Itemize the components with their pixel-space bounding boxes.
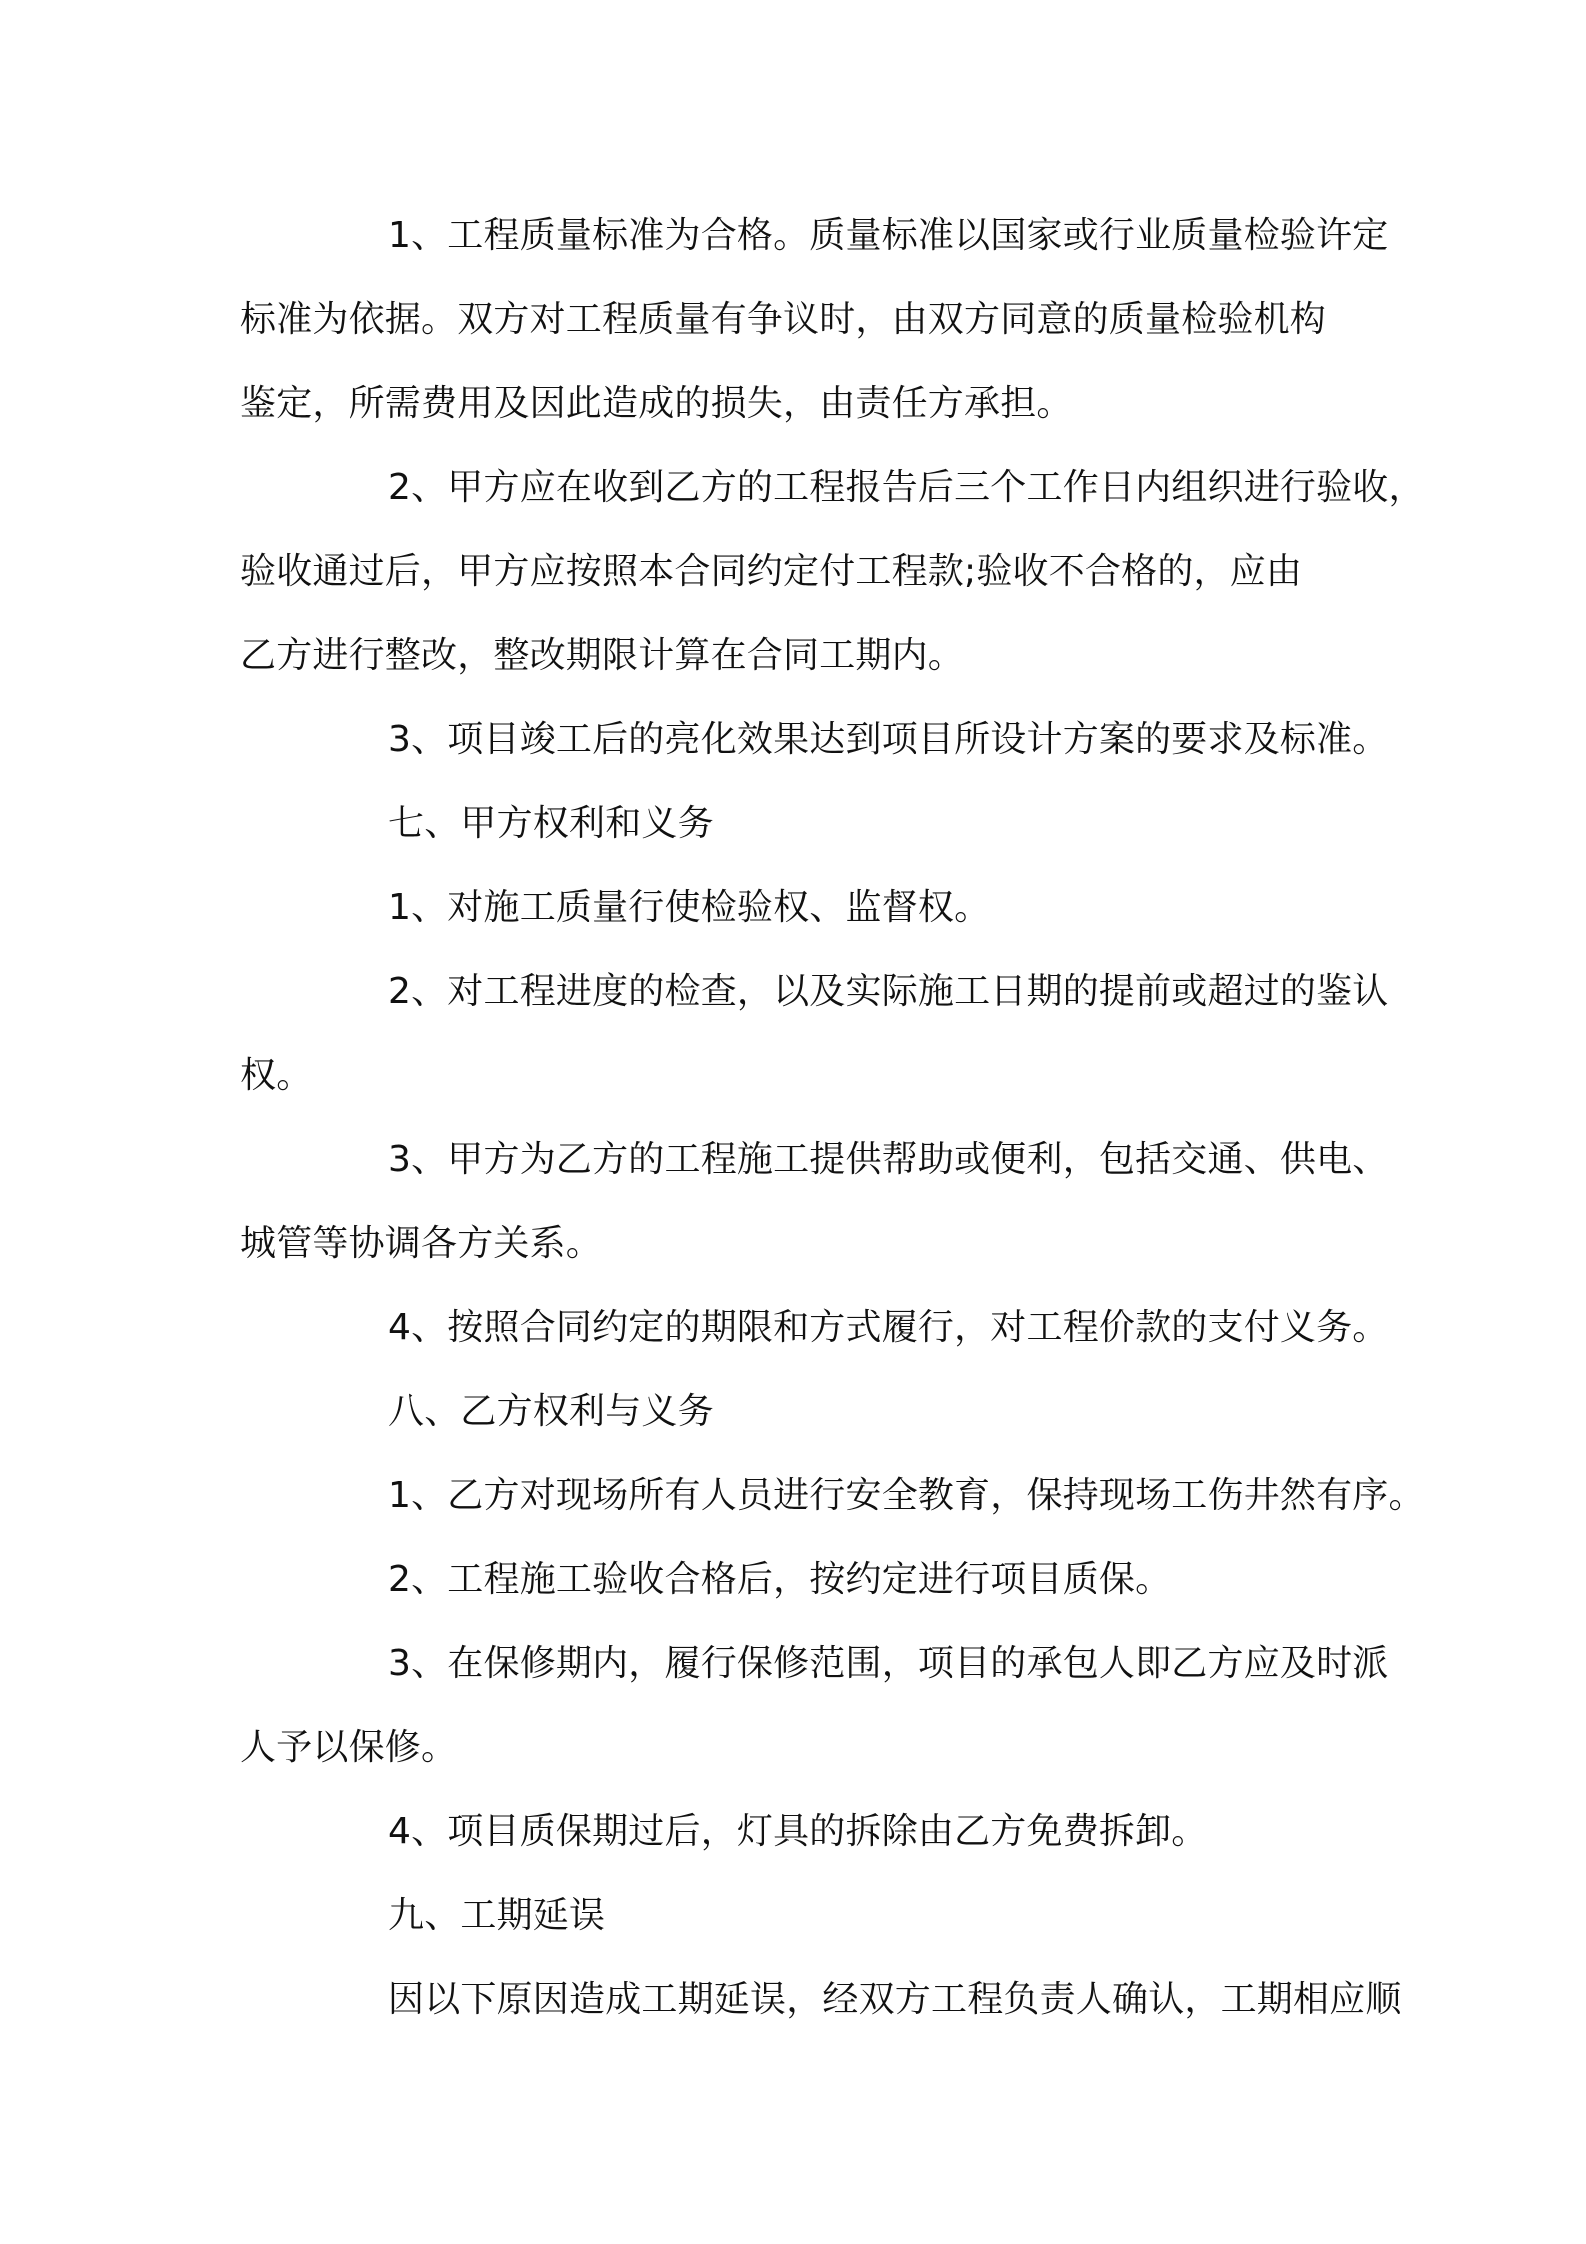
text-line: 3、甲方为乙方的工程施工提供帮助或便利，包括交通、供电、: [388, 1139, 1389, 1180]
paragraph-delay-intro: [240, 1958, 1402, 2042]
text-line: 2、甲方应在收到乙方的工程报告后三个工作日内组织进行验收，: [388, 467, 1425, 508]
text-line: 标准为依据。双方对工程质量有争议时，由双方同意的质量检验机构: [240, 299, 1327, 340]
paragraph-party-a-2: [240, 950, 1389, 1118]
paragraph-party-b-1: [240, 1454, 1425, 1538]
paragraph-quality-3: [240, 698, 1389, 782]
text-line: 1、对施工质量行使检验权、监督权。: [388, 887, 991, 928]
text-line: 3、在保修期内，履行保修范围，项目的承包人即乙方应及时派: [388, 1643, 1389, 1684]
document-body: [240, 194, 1425, 2042]
text-line: 2、工程施工验收合格后，按约定进行项目质保。: [388, 1559, 1172, 1600]
text-line: 乙方进行整改，整改期限计算在合同工期内。: [240, 635, 965, 676]
paragraph-party-b-2: [240, 1538, 1360, 1622]
text-line: 1、工程质量标准为合格。质量标准以国家或行业质量检验许定: [388, 215, 1389, 256]
section-heading-party-b: [240, 1370, 1360, 1454]
text-line: 验收通过后，甲方应按照本合同约定付工程款;验收不合格的，应由: [240, 551, 1303, 592]
text-line: 人予以保修。: [240, 1727, 458, 1768]
text-line: 八、乙方权利与义务: [388, 1391, 714, 1432]
text-line: 1、乙方对现场所有人员进行安全教育，保持现场工伤井然有序。: [388, 1475, 1425, 1516]
text-line: 4、按照合同约定的期限和方式履行，对工程价款的支付义务。: [388, 1307, 1389, 1348]
paragraph-party-a-4: [240, 1286, 1389, 1370]
text-line: 权。: [240, 1055, 313, 1096]
section-heading-delay: [240, 1874, 1360, 1958]
paragraph-party-b-4: [240, 1790, 1360, 1874]
section-heading-party-a: [240, 782, 1360, 866]
text-line: 2、对工程进度的检查，以及实际施工日期的提前或超过的鉴认: [388, 971, 1389, 1012]
paragraph-party-a-3: [240, 1118, 1389, 1286]
text-line: 城管等协调各方关系。: [240, 1223, 603, 1264]
text-line: 鉴定，所需费用及因此造成的损失，由责任方承担。: [240, 383, 1073, 424]
text-line: 4、项目质保期过后，灯具的拆除由乙方免费拆卸。: [388, 1811, 1208, 1852]
paragraph-party-b-3: [240, 1622, 1389, 1790]
text-line: 九、工期延误: [388, 1895, 606, 1936]
paragraph-quality-1: [240, 194, 1389, 446]
text-line: 七、甲方权利和义务: [388, 803, 714, 844]
paragraph-quality-2: [240, 446, 1425, 698]
paragraph-party-a-1: [240, 866, 1360, 950]
text-line: 因以下原因造成工期延误，经双方工程负责人确认，工期相应顺: [388, 1979, 1402, 2020]
text-line: 3、项目竣工后的亮化效果达到项目所设计方案的要求及标准。: [388, 719, 1389, 760]
